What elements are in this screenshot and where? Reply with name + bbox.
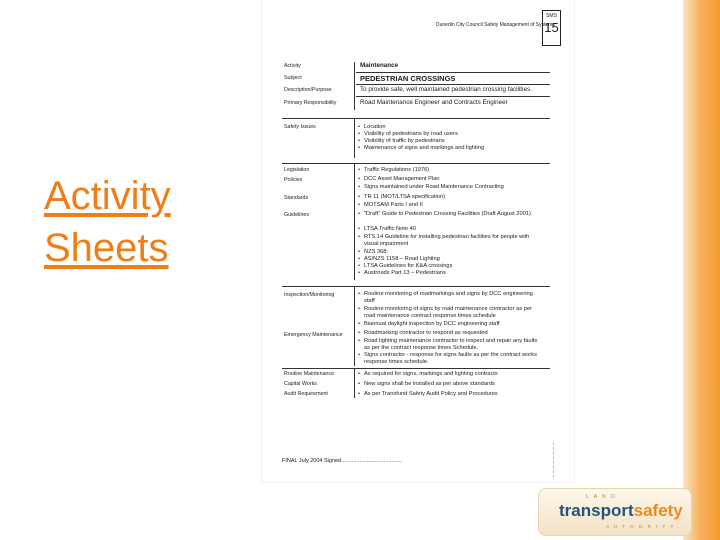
inspection-item: • Signs contractor - response for signs faults as per the contract works response times schedule. <box>364 352 544 366</box>
activity-value: Maintenance <box>360 62 399 69</box>
audit-requirement-value: • As per Transfund Safety Audit Policy and Procedures <box>364 391 498 397</box>
reference-item: • LTSA Traffic Note 40 <box>364 226 416 232</box>
inspection-item: • Road lighting maintenance contractor to inspect and repair any faults as per the contract response times Schedule. <box>364 338 544 352</box>
reference-item: • Signs maintained under Road Maintenance Contracting <box>364 184 504 190</box>
reference-item: • DCC Asset Management Plan <box>364 176 440 182</box>
section-separator <box>282 368 550 369</box>
subject-label: Subject <box>284 75 302 81</box>
routine-maintenance-label: Routine Maintenance <box>284 371 335 377</box>
logo-bottom-text: A U T H O R I T Y <box>606 524 676 529</box>
responsibility-label: Primary Responsibility <box>284 100 337 106</box>
sheet-tab <box>542 10 561 46</box>
inspection-item: • Routine monitoring of roadmarkings and signs by DCC engineering staff <box>364 291 544 305</box>
activity-label: Activity <box>284 63 301 69</box>
reference-item: • Austroads Part 13 – Pedestrians <box>364 270 446 276</box>
routine-maintenance-value: • As required for signs, markings and lighting contracts <box>364 371 498 377</box>
slide-title-line-1: Activity <box>44 174 171 218</box>
column-divider <box>354 118 355 158</box>
capital-works-value: • New signs shall be installed as per above standards <box>364 381 495 387</box>
legislation-label: Legislation <box>284 167 310 173</box>
section-separator <box>282 286 550 287</box>
transport-safety-logo <box>538 488 692 536</box>
reference-item: • RTS 14 Guideline for installing pedestrian facilities for people with visual impairment <box>364 234 544 248</box>
subject-value: PEDESTRIAN CROSSINGS <box>360 74 456 83</box>
column-divider <box>354 163 355 280</box>
column-divider <box>354 286 355 366</box>
reference-item: • AS/NZS 1158 – Road Lighting <box>364 256 440 262</box>
responsibility-value: Road Maintenance Engineer and Contracts Engineer <box>360 99 508 106</box>
safety-item: • Visibility of traffic by pedestrians <box>364 138 445 144</box>
description-label: Description/Purpose <box>284 87 332 93</box>
reference-item: • NZS 368: <box>364 249 388 255</box>
guidelines-label: Guidelines <box>284 212 310 218</box>
safety-item: • Maintenance of signs and markings and lighting <box>364 145 484 151</box>
separator <box>356 96 550 97</box>
reference-item: • LTSA Guidelines for K&A crossings <box>364 263 452 269</box>
policies-label: Policies <box>284 177 303 183</box>
column-divider <box>354 368 355 398</box>
capital-works-label: Capital Works <box>284 381 317 387</box>
emergency-label: Emergency Maintenance <box>284 332 343 338</box>
accent-bar <box>683 0 720 540</box>
standards-label: Standards <box>284 195 309 201</box>
safety-issues-label: Safety Issues <box>284 124 316 130</box>
inspection-item: • Routine monitoring of signs by road maintenance contractor as per road maintenance contract response times schedule <box>364 306 544 320</box>
inspection-item: • Roadmarking contractor to respond as requested <box>364 330 488 336</box>
logo-word-transport: transport <box>559 501 634 520</box>
tab-number: 15 <box>544 20 559 35</box>
inspection-label: Inspection/Monitoring <box>284 292 335 298</box>
description-value: To provide safe, well maintained pedestrian crossing facilities. <box>360 86 532 93</box>
logo-top-text: L A N D <box>586 494 617 500</box>
sheet-footer: FINAL July 2004 Signed........................................ <box>282 458 403 464</box>
safety-item: • Location <box>364 124 386 130</box>
slide-title-line-2: Sheets <box>44 226 169 270</box>
inspection-item: • Biannual daylight inspection by DCC engineering staff <box>364 321 500 327</box>
logo-word-safety: safety <box>633 501 683 520</box>
audit-requirement-label: Audit Requirement <box>284 391 328 397</box>
section-separator <box>282 163 550 164</box>
reference-item: • "Draft" Guide to Pedestrian Crossing Facilities (Draft August 2001) <box>364 211 544 218</box>
separator <box>356 72 550 73</box>
reference-item: • Traffic Regulations (1976) <box>364 167 429 173</box>
sheet-header: Dunedin City Council Safety Management of Systems <box>436 22 555 28</box>
logo-wordmark <box>559 501 683 521</box>
slide-title <box>44 170 194 274</box>
tab-code: SMS <box>546 13 557 19</box>
reference-item: • TR 11 (MOT/LTSA specification) <box>364 194 445 200</box>
section-separator <box>282 118 550 119</box>
safety-item: • Visibility of pedestrians by road users <box>364 131 458 137</box>
column-divider <box>354 62 355 110</box>
reference-item: • MOTSAM Parts I and II <box>364 202 423 208</box>
margin-marks <box>553 442 572 478</box>
separator <box>356 84 550 85</box>
